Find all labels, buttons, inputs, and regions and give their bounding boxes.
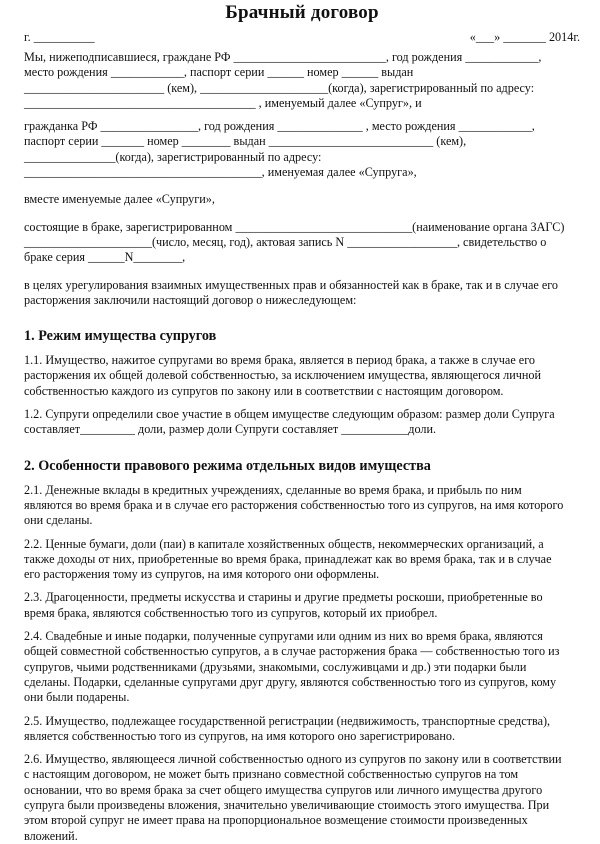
- purpose-block: [24, 278, 580, 309]
- clause-2-4: [24, 629, 580, 705]
- text-line: паспорт серии _______ номер ________ выдан ___________________________ (кем),: [24, 134, 467, 149]
- text-line: расторжения заключили настоящий договор о нижеследующем:: [24, 292, 357, 307]
- text-line: являются во время брака и в случае его расторжения собственностью того из супругов, на имя которого: [24, 497, 564, 512]
- text-line: место рождения ____________, паспорт серии ______ номер ______ выдан: [24, 65, 414, 80]
- text-line: 2.1. Денежные вклады в кредитных учреждениях, сделанные во время брака, и прибыль по ним: [24, 482, 522, 497]
- document-title: Брачный договор: [225, 2, 379, 23]
- section-2-heading: 2. Особенности правового режима отдельных видов имущества: [24, 457, 431, 474]
- clause-2-3: [24, 590, 580, 621]
- clause-2-6: [24, 752, 580, 844]
- clause-2-1: [24, 483, 580, 529]
- text-line: 2.5. Имущество, подлежащее государственной регистрации (недвижимость, транспортные средства),: [24, 713, 551, 728]
- text-line: _______________________ (кем), _____________________(когда), зарегистрированный по адресу:: [24, 80, 535, 95]
- text-line: составляет_________ доли, размер доли Супруги составляет ___________доли.: [24, 422, 437, 437]
- date-field: «___» _______ 2014г.: [469, 30, 580, 44]
- text-line: ______________________________________ , именуемый далее «Супруг», и: [24, 95, 422, 110]
- clause-1-2: [24, 407, 580, 438]
- husband-block: [24, 50, 580, 111]
- together-line: вместе именуемые далее «Супруги»,: [24, 192, 215, 207]
- text-line: супругов, чьими родственниками (друзьями, знакомыми, сослуживцами и др.) эти подарки были: [24, 659, 527, 674]
- text-line: Мы, нижеподписавшиеся, граждане РФ _________________________, год рождения ____________,: [24, 50, 542, 64]
- text-line: 2.3. Драгоценности, предметы искусства и старины и другие предметы роскоши, приобретенные во: [24, 590, 543, 605]
- city-date-line: [24, 30, 580, 45]
- text-line: основании, что во время брака за счет общего имущества супругов или личного имущества другого: [24, 782, 543, 797]
- text-line: собственностью каждого из супругов по закону или в соответствии с настоящим договором.: [24, 383, 504, 398]
- text-line: 2.6. Имущество, являющееся личной собственностью одного из супругов по закону или в соответствии: [24, 752, 562, 767]
- text-line: 1.1. Имущество, нажитое супругами во время брака, является в период брака, а также в случае его: [24, 353, 535, 368]
- clause-1-1: [24, 353, 580, 399]
- text-line: 2.4. Свадебные и иные подарки, полученные супругами или одним из них во время брака, являются: [24, 629, 543, 644]
- text-line: вложений.: [24, 828, 78, 843]
- text-line: с настоящим договором, не может быть признано совместной собственностью супругов на том: [24, 767, 519, 782]
- text-line: общей совместной собственностью супругов, а в случае расторжения брака — собственностью того из: [24, 644, 560, 659]
- text-line: его расторжения тому из супругов, на имя которого они оформлены.: [24, 567, 380, 582]
- text-line: _______________________________________, именуемая далее «Супруга»,: [24, 165, 417, 180]
- text-line: является собственностью того из супругов, на имя которого оно зарегистрировано.: [24, 728, 455, 743]
- text-line: супруга были произведены вложения, значительно увеличивающие стоимость этого имущества. При: [24, 797, 550, 812]
- marriage-block: [24, 220, 580, 266]
- text-line: этом второй супруг не имеет права на пропорциональное возмещение стоимости произведенных: [24, 813, 528, 828]
- text-line: браке серия ______N________,: [24, 250, 186, 265]
- text-line: они сделаны.: [24, 513, 93, 528]
- text-line: гражданка РФ ________________, год рождения ______________ , место рождения ____________,: [24, 119, 535, 134]
- text-line: расторжения их общей долевой собственностью, за исключением имущества, являющегося личной: [24, 368, 542, 383]
- text-line: 1.2. Супруги определили свое участие в общем имуществе следующим образом: размер доли Супруга: [24, 407, 555, 422]
- city-field: г. __________: [24, 30, 95, 44]
- wife-block: [24, 119, 580, 180]
- text-line: состоящие в браке, зарегистрированном _____________________________(наименование органа ЗАГС): [24, 219, 565, 234]
- text-line: в целях урегулирования взаимных имущественных прав и обязанностей как в браке, так и в случае его: [24, 277, 559, 292]
- text-line: также доходы от них, приобретенные во время брака, принадлежат как во время брака, так и в случае: [24, 551, 552, 566]
- section-1-heading: 1. Режим имущества супругов: [24, 328, 217, 345]
- text-line: они были подарены.: [24, 690, 130, 705]
- text-line: _____________________(число, месяц, год), актовая запись N __________________, свидетельство о: [24, 234, 547, 249]
- text-line: _______________(когда), зарегистрированный по адресу:: [24, 149, 322, 164]
- clause-2-5: [24, 714, 580, 745]
- text-line: 2.2. Ценные бумаги, доли (паи) в капитале хозяйственных обществ, некоммерческих организаций, а: [24, 536, 544, 551]
- text-line: сделаны. Подарки, сделанные супругами друг другу, являются собственностью того из супругов, кому: [24, 674, 557, 689]
- text-line: время брака, являются собственностью того из супругов, который их приобрел.: [24, 605, 438, 620]
- clause-2-2: [24, 537, 580, 583]
